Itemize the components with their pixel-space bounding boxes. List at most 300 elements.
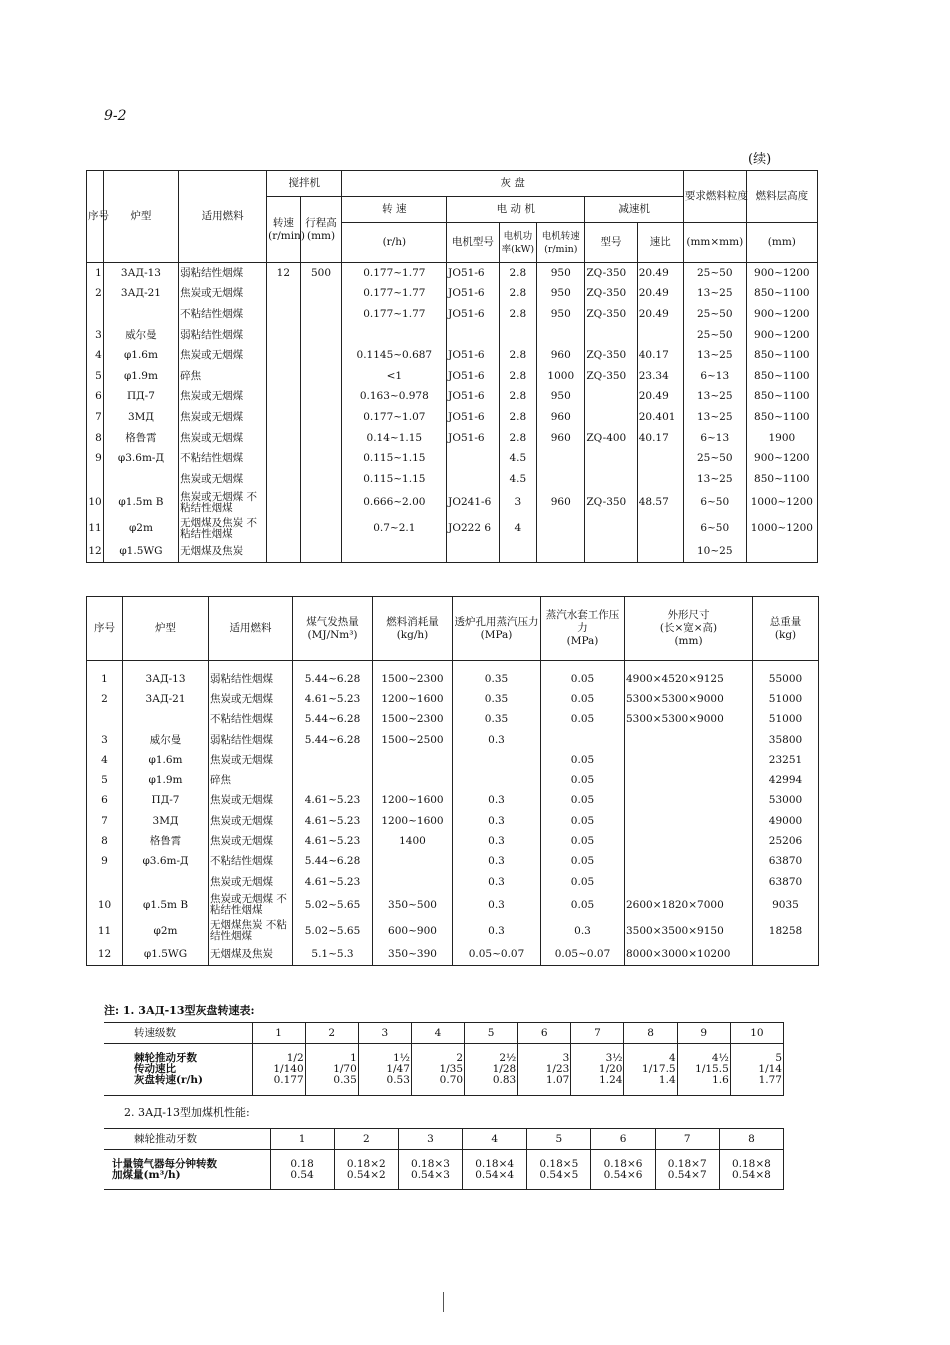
col-motor-power: 电机功率(kW) (499, 223, 537, 263)
speed-values (677, 1044, 730, 1096)
motor-model (447, 325, 499, 346)
furnace-type: φ2m (123, 918, 209, 944)
layer-height: 850~1100 (746, 407, 817, 428)
teeth-level: 8 (719, 1129, 783, 1150)
row-no: 2 (87, 689, 123, 709)
speed-value: 3 (562, 1052, 570, 1064)
blast-pressure: 0.3 (453, 852, 541, 872)
fuel: 碎焦 (179, 366, 267, 387)
jacket-pressure: 0.05 (541, 710, 625, 730)
fuel: 焦炭或无烟煤 (209, 791, 293, 811)
row-no: 4 (87, 750, 123, 770)
speed-level-label: 转速级数 (104, 1023, 252, 1044)
furnace-type: φ2m (103, 516, 178, 542)
furnace-type: φ3.6m-Д (123, 852, 209, 872)
fuel: 无烟煤及焦炭 不粘结性烟煤 (179, 516, 267, 542)
total-weight: 35800 (753, 730, 819, 750)
dimensions (625, 791, 753, 811)
dimensions: 2600×1820×7000 (625, 892, 753, 918)
feeder-value: 0.18×3 (411, 1157, 450, 1170)
dimensions (625, 852, 753, 872)
gas-heat: 5.44~6.28 (293, 852, 373, 872)
gas-heat (293, 770, 373, 790)
blast-pressure: 0.3 (453, 791, 541, 811)
dimensions: 5300×5300×9000 (625, 710, 753, 730)
dimensions (625, 811, 753, 831)
agitator-speed (267, 284, 301, 305)
fuel-consumption: 1200~1600 (373, 811, 453, 831)
speed-value: 1/14 (758, 1063, 782, 1075)
col-reducer: 减速机 (585, 197, 683, 223)
agitator-stroke (300, 428, 342, 449)
row-no (87, 304, 104, 325)
feeder-values (463, 1150, 527, 1190)
reducer-ratio: 40.17 (637, 428, 683, 449)
speed-value: 0.53 (386, 1074, 410, 1086)
continued-label: (续) (748, 152, 772, 167)
table-row (87, 852, 819, 872)
col-reducer-ratio: 速比 (637, 223, 683, 263)
speed-value: 1/47 (386, 1063, 410, 1075)
motor-model: JO51-6 (447, 345, 499, 366)
col-dims: 外形尺寸 (长×宽×高) (mm) (625, 597, 753, 661)
fuel-consumption (373, 872, 453, 892)
motor-speed: 950 (537, 263, 585, 284)
agitator-speed (267, 345, 301, 366)
table-row (87, 407, 818, 428)
layer-height (746, 542, 817, 563)
granularity: 13~25 (683, 407, 746, 428)
agitator-stroke (300, 387, 342, 408)
gas-heat: 4.61~5.23 (293, 791, 373, 811)
motor-speed: 950 (537, 284, 585, 305)
layer-height: 900~1200 (746, 325, 817, 346)
teeth-level: 6 (591, 1129, 655, 1150)
furnace-type: 3АД-13 (123, 661, 209, 690)
speed-value: 5 (775, 1052, 782, 1064)
table-row (87, 811, 819, 831)
furnace-type: φ1.5m B (103, 490, 178, 516)
fuel: 不粘结性烟煤 (209, 710, 293, 730)
agitator-speed (267, 490, 301, 516)
jacket-pressure: 0.05 (541, 770, 625, 790)
motor-model: JO51-6 (447, 428, 499, 449)
motor-power: 2.8 (499, 284, 537, 305)
agitator-stroke (300, 448, 342, 469)
table2-body (87, 661, 819, 966)
fuel: 无烟煤及焦炭 (179, 542, 267, 563)
table-row (87, 770, 819, 790)
motor-speed (537, 469, 585, 490)
motor-model: JO51-6 (447, 304, 499, 325)
granularity: 13~25 (683, 387, 746, 408)
table-row (87, 872, 819, 892)
agitator-speed (267, 542, 301, 563)
reducer-ratio: 20.401 (637, 407, 683, 428)
motor-power: 2.8 (499, 428, 537, 449)
col-heat: 煤气发热量 (MJ/Nm³) (293, 597, 373, 661)
furnace-spec-table-2 (86, 596, 819, 966)
motor-speed (537, 516, 585, 542)
motor-power: 3 (499, 490, 537, 516)
speed-value: 1/140 (273, 1063, 304, 1075)
pan-speed (342, 542, 447, 563)
motor-power: 4.5 (499, 448, 537, 469)
furnace-type (123, 872, 209, 892)
table-row (87, 325, 818, 346)
speed-level: 6 (518, 1023, 571, 1044)
fuel-consumption (373, 770, 453, 790)
jacket-pressure: 0.05 (541, 689, 625, 709)
gas-heat: 4.61~5.23 (293, 872, 373, 892)
feeder-value: 0.54×6 (603, 1168, 643, 1181)
motor-power (499, 542, 537, 563)
layer-height: 850~1100 (746, 284, 817, 305)
reducer-model (585, 407, 637, 428)
jacket-pressure (541, 730, 625, 750)
granularity: 6~50 (683, 516, 746, 542)
speed-level: 8 (624, 1023, 677, 1044)
dimensions (625, 730, 753, 750)
col-pan-speed-unit: (r/h) (342, 223, 447, 263)
table-row (87, 448, 818, 469)
dimensions: 5300×5300×9000 (625, 689, 753, 709)
speed-value: 1/2 (286, 1052, 304, 1064)
dimensions (625, 750, 753, 770)
feeder-values (655, 1150, 719, 1190)
feeder-value: 0.54×7 (667, 1168, 707, 1181)
gas-heat: 5.44~6.28 (293, 730, 373, 750)
speed-value: 1/15.5 (695, 1063, 729, 1075)
row-no: 8 (87, 831, 123, 851)
layer-height: 850~1100 (746, 387, 817, 408)
reducer-ratio (637, 469, 683, 490)
fuel: 焦炭或无烟煤 (179, 345, 267, 366)
col-motor-speed: 电机转速(r/min) (537, 223, 585, 263)
speed-value: 1/17.5 (642, 1063, 676, 1075)
granularity: 13~25 (683, 284, 746, 305)
row-no: 5 (87, 366, 104, 387)
motor-model (447, 542, 499, 563)
speed-value: 2 (456, 1052, 464, 1064)
speed-value: 1.6 (712, 1074, 729, 1086)
motor-model: JO51-6 (447, 407, 499, 428)
table-row (87, 689, 819, 709)
col-layer: 燃料层高度 (746, 171, 817, 223)
fuel: 焦炭或无烟煤 不粘结性烟煤 (179, 490, 267, 516)
col-agitator: 搅拌机 (267, 171, 342, 197)
dimensions: 3500×3500×9150 (625, 918, 753, 944)
table-row (87, 366, 818, 387)
feeder-value: 0.18×5 (539, 1157, 579, 1170)
gas-heat: 4.61~5.23 (293, 811, 373, 831)
row-no: 1 (87, 661, 123, 690)
table-row (87, 304, 818, 325)
speed-values (465, 1044, 518, 1096)
table-row (87, 284, 818, 305)
dimensions: 8000×3000×10200 (625, 944, 753, 965)
gas-heat: 4.61~5.23 (293, 831, 373, 851)
layer-height: 850~1100 (746, 345, 817, 366)
motor-power: 2.8 (499, 407, 537, 428)
total-weight: 55000 (753, 661, 819, 690)
speed-value: 3½ (605, 1052, 623, 1064)
col-pan-speed: 转 速 (342, 197, 447, 223)
fuel-consumption: 1200~1600 (373, 689, 453, 709)
blast-pressure: 0.3 (453, 918, 541, 944)
speed-level: 2 (305, 1023, 358, 1044)
reducer-ratio: 20.49 (637, 284, 683, 305)
col-weight: 总重量 (kg) (753, 597, 819, 661)
fuel: 弱粘结性烟煤 (179, 263, 267, 284)
furnace-type: φ1.5WG (103, 542, 178, 563)
fuel: 焦炭或无烟煤 (179, 407, 267, 428)
fuel: 无烟煤及焦炭 (209, 944, 293, 965)
agitator-speed (267, 516, 301, 542)
motor-model: JO51-6 (447, 366, 499, 387)
col-granularity-unit: (mm×mm) (683, 223, 746, 263)
speed-value: 4 (668, 1052, 676, 1064)
feeder-value: 0.18×4 (475, 1157, 515, 1170)
pan-speed: 0.163~0.978 (342, 387, 447, 408)
agitator-stroke (300, 345, 342, 366)
granularity: 6~13 (683, 428, 746, 449)
agitator-stroke (300, 304, 342, 325)
total-weight: 42994 (753, 770, 819, 790)
fuel: 弱粘结性烟煤 (179, 325, 267, 346)
furnace-type (103, 304, 178, 325)
speed-level: 4 (411, 1023, 464, 1044)
reducer-model (585, 516, 637, 542)
jacket-pressure: 0.3 (541, 918, 625, 944)
teeth-level: 1 (270, 1129, 334, 1150)
reducer-ratio: 48.57 (637, 490, 683, 516)
furnace-type: φ1.5m B (123, 892, 209, 918)
fuel-consumption: 600~900 (373, 918, 453, 944)
fuel-consumption: 1500~2500 (373, 730, 453, 750)
furnace-type: 3МД (103, 407, 178, 428)
agitator-stroke (300, 407, 342, 428)
fuel-consumption (373, 750, 453, 770)
reducer-model: ZQ-350 (585, 263, 637, 284)
row-no: 6 (87, 791, 123, 811)
furnace-type: 威尔曼 (123, 730, 209, 750)
motor-power: 2.8 (499, 345, 537, 366)
col-granularity: 要求燃料粒度 (683, 171, 746, 223)
pan-speed: 0.14~1.15 (342, 428, 447, 449)
motor-model (447, 469, 499, 490)
granularity: 6~50 (683, 490, 746, 516)
speed-value: 1/70 (333, 1063, 357, 1075)
speed-level: 9 (677, 1023, 730, 1044)
fuel: 不粘结性烟煤 (179, 448, 267, 469)
teeth-level: 5 (527, 1129, 591, 1150)
feeder-value: 0.54 (290, 1168, 314, 1181)
fuel-consumption: 1400 (373, 831, 453, 851)
speed-value: 1.07 (545, 1074, 570, 1086)
pan-speed: 0.177~1.77 (342, 284, 447, 305)
col-motor-model: 电机型号 (447, 223, 499, 263)
motor-power: 2.8 (499, 263, 537, 284)
speed-value: 1 (350, 1052, 357, 1064)
layer-height: 1000~1200 (746, 490, 817, 516)
row-no: 11 (87, 918, 123, 944)
feeder-values (270, 1150, 334, 1190)
granularity: 25~50 (683, 263, 746, 284)
layer-height: 1900 (746, 428, 817, 449)
furnace-type: 3АД-21 (103, 284, 178, 305)
teeth-level: 3 (398, 1129, 462, 1150)
total-weight (753, 944, 819, 965)
dimensions (625, 831, 753, 851)
motor-speed (537, 542, 585, 563)
furnace-type: φ1.6m (123, 750, 209, 770)
jacket-pressure: 0.05 (541, 852, 625, 872)
layer-height: 900~1200 (746, 263, 817, 284)
fuel: 无烟煤焦炭 不粘结性烟煤 (209, 918, 293, 944)
fuel: 焦炭或无烟煤 (209, 750, 293, 770)
speed-values (411, 1044, 464, 1096)
furnace-type: φ1.9m (103, 366, 178, 387)
feeder-value: 0.18×8 (731, 1157, 771, 1170)
col-no: 序号 (87, 597, 123, 661)
col-motor: 电 动 机 (447, 197, 585, 223)
row-no: 6 (87, 387, 104, 408)
motor-speed: 960 (537, 345, 585, 366)
agitator-stroke (300, 542, 342, 563)
agitator-speed (267, 366, 301, 387)
feeder-value: 0.18×2 (346, 1157, 386, 1170)
feeder-value: 0.18×6 (603, 1157, 643, 1170)
row-no: 7 (87, 407, 104, 428)
total-weight: 53000 (753, 791, 819, 811)
furnace-type: ПД-7 (103, 387, 178, 408)
table-row (87, 345, 818, 366)
furnace-type: 威尔曼 (103, 325, 178, 346)
layer-height: 900~1200 (746, 448, 817, 469)
pan-speed: 0.115~1.15 (342, 469, 447, 490)
col-reducer-model: 型号 (585, 223, 637, 263)
gas-heat: 5.44~6.28 (293, 710, 373, 730)
feeder-value: 0.54×4 (475, 1168, 515, 1181)
teeth-level: 7 (655, 1129, 719, 1150)
furnace-type: 3АД-21 (123, 689, 209, 709)
fuel-consumption: 1200~1600 (373, 791, 453, 811)
teeth-label: 棘轮推动牙数 (104, 1129, 270, 1150)
col-jacket: 蒸汽水套工作压力 (MPa) (541, 597, 625, 661)
gas-heat (293, 750, 373, 770)
table-row (87, 387, 818, 408)
granularity: 6~13 (683, 366, 746, 387)
col-agitator-speed: 转速(r/min) (267, 197, 301, 263)
fuel: 焦炭或无烟煤 (209, 689, 293, 709)
jacket-pressure: 0.05 (541, 872, 625, 892)
table-row (87, 750, 819, 770)
furnace-type: φ1.6m (103, 345, 178, 366)
motor-speed: 950 (537, 387, 585, 408)
furnace-type: φ1.5WG (123, 944, 209, 965)
ash-pan-speed-table (104, 1022, 784, 1096)
motor-model: JO51-6 (447, 263, 499, 284)
feeder-value: 0.54×3 (411, 1168, 450, 1181)
agitator-speed (267, 407, 301, 428)
feeder-value: 0.54×2 (346, 1168, 386, 1181)
agitator-stroke (300, 284, 342, 305)
motor-model: JO222 6 (447, 516, 499, 542)
total-weight: 51000 (753, 710, 819, 730)
blast-pressure (453, 750, 541, 770)
col-blast: 透炉孔用蒸汽压力 (MPa) (453, 597, 541, 661)
speed-values (571, 1044, 624, 1096)
note-1-title: 注: 1. 3АД-13型灰盘转速表: (104, 1004, 255, 1017)
speed-values (252, 1044, 305, 1096)
agitator-speed (267, 387, 301, 408)
motor-speed: 960 (537, 490, 585, 516)
blast-pressure: 0.3 (453, 892, 541, 918)
gas-heat: 5.02~5.65 (293, 892, 373, 918)
fuel: 弱粘结性烟煤 (209, 661, 293, 690)
table-row (87, 428, 818, 449)
pan-speed: 0.7~2.1 (342, 516, 447, 542)
feeder-row-labels: 计量镜气器每分钟转数 加煤量(m³/h) (104, 1150, 270, 1190)
reducer-ratio: 20.49 (637, 304, 683, 325)
feeder-values (591, 1150, 655, 1190)
motor-model: JO51-6 (447, 387, 499, 408)
speed-value: 0.35 (333, 1074, 357, 1086)
speed-values (730, 1044, 783, 1096)
reducer-ratio (637, 542, 683, 563)
reducer-model: ZQ-350 (585, 366, 637, 387)
reducer-ratio: 20.49 (637, 387, 683, 408)
dimensions (625, 872, 753, 892)
reducer-model: ZQ-350 (585, 345, 637, 366)
row-no (87, 872, 123, 892)
agitator-stroke (300, 490, 342, 516)
row-no: 4 (87, 345, 104, 366)
feeder-values (334, 1150, 398, 1190)
reducer-model (585, 387, 637, 408)
granularity: 10~25 (683, 542, 746, 563)
feeder-values (398, 1150, 462, 1190)
motor-speed (537, 325, 585, 346)
teeth-level: 2 (334, 1129, 398, 1150)
granularity: 13~25 (683, 345, 746, 366)
fuel: 焦炭或无烟煤 不粘结性烟煤 (209, 892, 293, 918)
motor-speed (537, 448, 585, 469)
table-row (87, 661, 819, 690)
col-type: 炉型 (123, 597, 209, 661)
row-no: 10 (87, 490, 104, 516)
speed-value: 1½ (393, 1052, 410, 1064)
table1-body (87, 263, 818, 563)
layer-height: 850~1100 (746, 469, 817, 490)
row-no: 9 (87, 448, 104, 469)
speed-values (624, 1044, 677, 1096)
reducer-ratio (637, 516, 683, 542)
agitator-speed (267, 325, 301, 346)
table-row (87, 263, 818, 284)
reducer-model: ZQ-400 (585, 428, 637, 449)
speed-value: 1/23 (545, 1063, 570, 1075)
jacket-pressure: 0.05 (541, 750, 625, 770)
motor-power: 2.8 (499, 304, 537, 325)
feeder-value: 0.54×8 (731, 1168, 771, 1181)
blast-pressure: 0.3 (453, 811, 541, 831)
motor-power: 2.8 (499, 366, 537, 387)
col-fuel: 适用燃料 (179, 171, 267, 263)
fuel-consumption (373, 852, 453, 872)
gas-heat: 5.02~5.65 (293, 918, 373, 944)
